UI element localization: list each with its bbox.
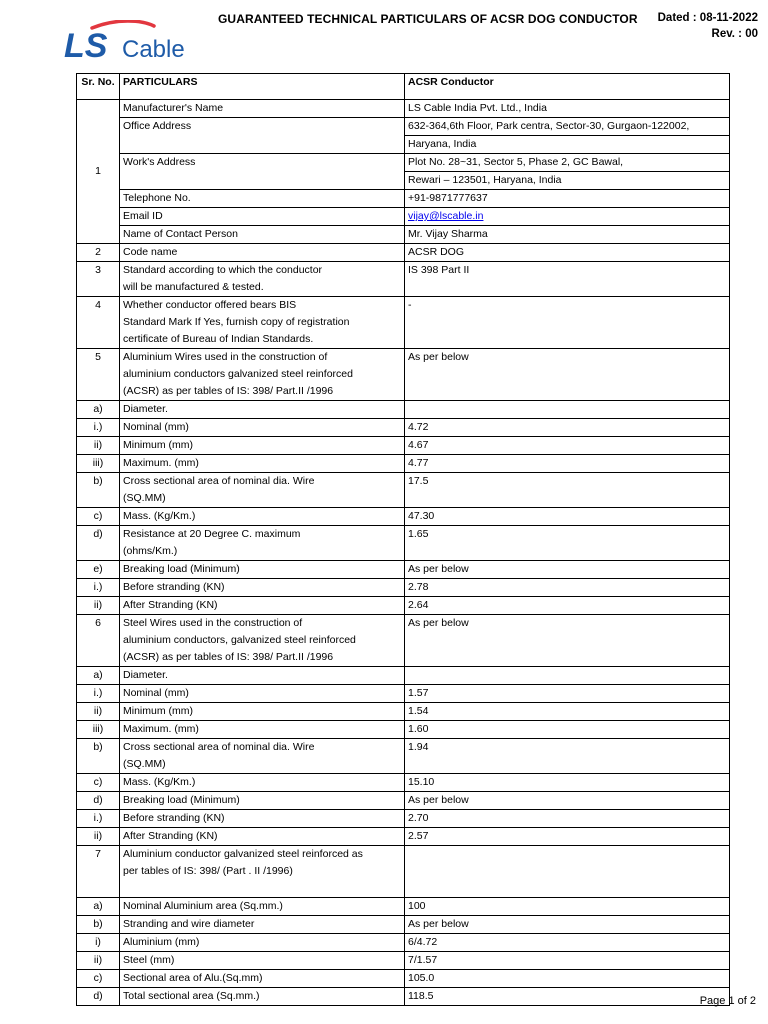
sr-cell: a) [77, 898, 120, 916]
table-row [77, 597, 730, 615]
sr-cell: c) [77, 774, 120, 792]
table-row [77, 828, 730, 846]
svg-text:Cable: Cable [122, 36, 185, 63]
sr-cell: d) [77, 792, 120, 810]
particular-cell: Name of Contact Person [120, 226, 405, 244]
table-row [77, 579, 730, 597]
particular-cell: Nominal Aluminium area (Sq.mm.) [120, 898, 405, 916]
table-row [77, 419, 730, 437]
particular-cell [120, 615, 405, 667]
value-cell: 1.57 [405, 685, 730, 703]
particular-cell: Diameter. [120, 401, 405, 419]
table-row [77, 703, 730, 721]
table-row [77, 934, 730, 952]
particular-cell: Sectional area of Alu.(Sq.mm) [120, 970, 405, 988]
value-cell [405, 401, 730, 419]
particular-cell: Minimum (mm) [120, 703, 405, 721]
value-cell: As per below [405, 916, 730, 934]
table-row [77, 721, 730, 739]
table-row [77, 244, 730, 262]
document-revision: Rev. : 00 [711, 28, 758, 40]
sr-cell: 6 [77, 615, 120, 667]
sr-cell: iii) [77, 455, 120, 473]
particular-cell: Stranding and wire diameter [120, 916, 405, 934]
sr-cell: i) [77, 934, 120, 952]
sr-cell: ii) [77, 703, 120, 721]
sr-cell: d) [77, 526, 120, 561]
sr-cell: c) [77, 970, 120, 988]
sr-cell: 7 [77, 846, 120, 898]
table-row [77, 792, 730, 810]
sr-cell: c) [77, 508, 120, 526]
value-cell: +91-9871777637 [405, 190, 730, 208]
svg-text:LS: LS [64, 27, 108, 64]
value-cell: 105.0 [405, 970, 730, 988]
particular-cell: Nominal (mm) [120, 419, 405, 437]
value-cell: 1.60 [405, 721, 730, 739]
value-cell: As per below [405, 792, 730, 810]
particular-line: Cross sectional area of nominal dia. Wire [123, 741, 315, 753]
table-row [77, 970, 730, 988]
value-cell: - [405, 297, 730, 349]
particular-line [123, 880, 401, 897]
table-row [77, 473, 730, 508]
value-cell: 632-364,6th Floor, Park centra, Sector-30, Gurgaon-122002, [405, 118, 730, 136]
particular-cell [120, 262, 405, 297]
table-row [77, 190, 730, 208]
particular-line: Resistance at 20 Degree C. maximum [123, 528, 301, 540]
table-row [77, 846, 730, 898]
sr-cell: i.) [77, 579, 120, 597]
header-sr-no: Sr. No. [77, 74, 120, 100]
sr-cell: b) [77, 473, 120, 508]
particular-cell [120, 473, 405, 508]
table-row [77, 401, 730, 419]
particular-cell: Email ID [120, 208, 405, 226]
sr-cell: 1 [77, 100, 120, 244]
table-row [77, 118, 730, 136]
particular-cell: Minimum (mm) [120, 437, 405, 455]
particular-cell [120, 297, 405, 349]
value-cell: 15.10 [405, 774, 730, 792]
particular-line: aluminium conductors galvanized steel reinforced [123, 368, 353, 380]
document-title: GUARANTEED TECHNICAL PARTICULARS OF ACSR DOG CONDUCTOR [218, 12, 638, 26]
value-cell: 4.72 [405, 419, 730, 437]
value-cell [405, 208, 730, 226]
table-row [77, 226, 730, 244]
email-link[interactable]: vijay@lscable.in [408, 210, 484, 222]
particular-line: Aluminium Wires used in the construction of [123, 351, 328, 363]
value-cell: 100 [405, 898, 730, 916]
sr-cell: iii) [77, 721, 120, 739]
sr-cell: i.) [77, 685, 120, 703]
particular-cell: Mass. (Kg/Km.) [120, 508, 405, 526]
particular-cell: Total sectional area (Sq.mm.) [120, 988, 405, 1006]
value-cell: 2.70 [405, 810, 730, 828]
value-cell: Mr. Vijay Sharma [405, 226, 730, 244]
particular-cell [120, 846, 405, 898]
ls-cable-logo-graphic [62, 20, 222, 64]
value-cell: Haryana, India [405, 136, 730, 154]
particular-line: will be manufactured & tested. [123, 281, 264, 293]
table-row [77, 916, 730, 934]
sr-cell: b) [77, 916, 120, 934]
value-cell: As per below [405, 349, 730, 401]
particular-line: Cross sectional area of nominal dia. Wire [123, 475, 315, 487]
table-row [77, 898, 730, 916]
table-row [77, 561, 730, 579]
table-row [77, 508, 730, 526]
particular-line: (ohms/Km.) [123, 545, 178, 557]
value-cell: As per below [405, 561, 730, 579]
sr-cell: ii) [77, 437, 120, 455]
particular-line: (SQ.MM) [123, 492, 166, 504]
particular-line: Aluminium conductor galvanized steel reinforced as [123, 848, 363, 860]
value-cell: IS 398 Part II [405, 262, 730, 297]
value-cell: 118.5 [405, 988, 730, 1006]
particular-cell: Before stranding (KN) [120, 810, 405, 828]
table-row [77, 297, 730, 349]
header-particulars: PARTICULARS [120, 74, 405, 100]
table-row [77, 526, 730, 561]
particular-cell: Telephone No. [120, 190, 405, 208]
sr-cell: 3 [77, 262, 120, 297]
particular-cell: Maximum. (mm) [120, 721, 405, 739]
page-number: Page 1 of 2 [699, 995, 756, 1007]
technical-particulars-table [76, 73, 730, 1006]
sr-cell: 2 [77, 244, 120, 262]
particular-cell [120, 526, 405, 561]
particular-line: (ACSR) as per tables of IS: 398/ Part.II /1996 [123, 385, 334, 397]
particular-cell: Maximum. (mm) [120, 455, 405, 473]
sr-cell: i.) [77, 810, 120, 828]
value-cell: LS Cable India Pvt. Ltd., India [405, 100, 730, 118]
table-row [77, 685, 730, 703]
header-acsr-conductor: ACSR Conductor [405, 74, 730, 100]
particular-line: Whether conductor offered bears BIS [123, 299, 297, 311]
value-cell: 47.30 [405, 508, 730, 526]
value-cell [405, 846, 730, 898]
value-cell: 2.64 [405, 597, 730, 615]
sr-cell: a) [77, 401, 120, 419]
sr-cell: b) [77, 739, 120, 774]
value-cell: 1.54 [405, 703, 730, 721]
table-row [77, 154, 730, 172]
table-row [77, 100, 730, 118]
value-cell: Plot No. 28~31, Sector 5, Phase 2, GC Bawal, [405, 154, 730, 172]
table-row [77, 615, 730, 667]
sr-cell: e) [77, 561, 120, 579]
value-cell: 6/4.72 [405, 934, 730, 952]
sr-cell: ii) [77, 597, 120, 615]
particular-cell: Nominal (mm) [120, 685, 405, 703]
table-row [77, 208, 730, 226]
particular-line: (SQ.MM) [123, 758, 166, 770]
table-row [77, 455, 730, 473]
particular-cell: Diameter. [120, 667, 405, 685]
particular-cell: Office Address [120, 118, 405, 154]
table-row [77, 739, 730, 774]
table-row [77, 952, 730, 970]
sr-cell: 4 [77, 297, 120, 349]
table-row [77, 988, 730, 1006]
particular-cell [120, 349, 405, 401]
particular-cell: Breaking load (Minimum) [120, 792, 405, 810]
value-cell: As per below [405, 615, 730, 667]
sr-cell: ii) [77, 828, 120, 846]
particular-cell: After Stranding (KN) [120, 828, 405, 846]
table-row [77, 437, 730, 455]
particular-line: aluminium conductors, galvanized steel reinforced [123, 634, 356, 646]
particular-cell [120, 739, 405, 774]
value-cell: Rewari – 123501, Haryana, India [405, 172, 730, 190]
value-cell: ACSR DOG [405, 244, 730, 262]
particular-cell: Mass. (Kg/Km.) [120, 774, 405, 792]
particular-line: Steel Wires used in the construction of [123, 617, 303, 629]
value-cell [405, 667, 730, 685]
particular-line: Standard Mark If Yes, furnish copy of registration [123, 316, 350, 328]
particular-cell: Manufacturer's Name [120, 100, 405, 118]
value-cell: 2.57 [405, 828, 730, 846]
value-cell: 17.5 [405, 473, 730, 508]
particular-line: per tables of IS: 398/ (Part . II /1996) [123, 865, 293, 877]
ls-cable-logo [62, 20, 222, 64]
particular-cell: Aluminium (mm) [120, 934, 405, 952]
value-cell: 2.78 [405, 579, 730, 597]
sr-cell: a) [77, 667, 120, 685]
particular-line: certificate of Bureau of Indian Standards. [123, 333, 314, 345]
value-cell: 7/1.57 [405, 952, 730, 970]
particular-cell: Steel (mm) [120, 952, 405, 970]
table-row [77, 810, 730, 828]
table-header-row [77, 74, 730, 100]
value-cell: 1.65 [405, 526, 730, 561]
particular-line: (ACSR) as per tables of IS: 398/ Part.II /1996 [123, 651, 334, 663]
document-date: Dated : 08-11-2022 [657, 12, 758, 24]
particular-cell: Breaking load (Minimum) [120, 561, 405, 579]
value-cell: 4.77 [405, 455, 730, 473]
value-cell: 4.67 [405, 437, 730, 455]
sr-cell: i.) [77, 419, 120, 437]
table-row [77, 667, 730, 685]
sr-cell: ii) [77, 952, 120, 970]
particular-cell: Code name [120, 244, 405, 262]
value-cell: 1.94 [405, 739, 730, 774]
particular-cell: After Stranding (KN) [120, 597, 405, 615]
particular-cell: Work's Address [120, 154, 405, 190]
table-row [77, 774, 730, 792]
table-row [77, 262, 730, 297]
sr-cell: d) [77, 988, 120, 1006]
sr-cell: 5 [77, 349, 120, 401]
particular-line: Standard according to which the conductor [123, 264, 323, 276]
table-row [77, 349, 730, 401]
particular-cell: Before stranding (KN) [120, 579, 405, 597]
